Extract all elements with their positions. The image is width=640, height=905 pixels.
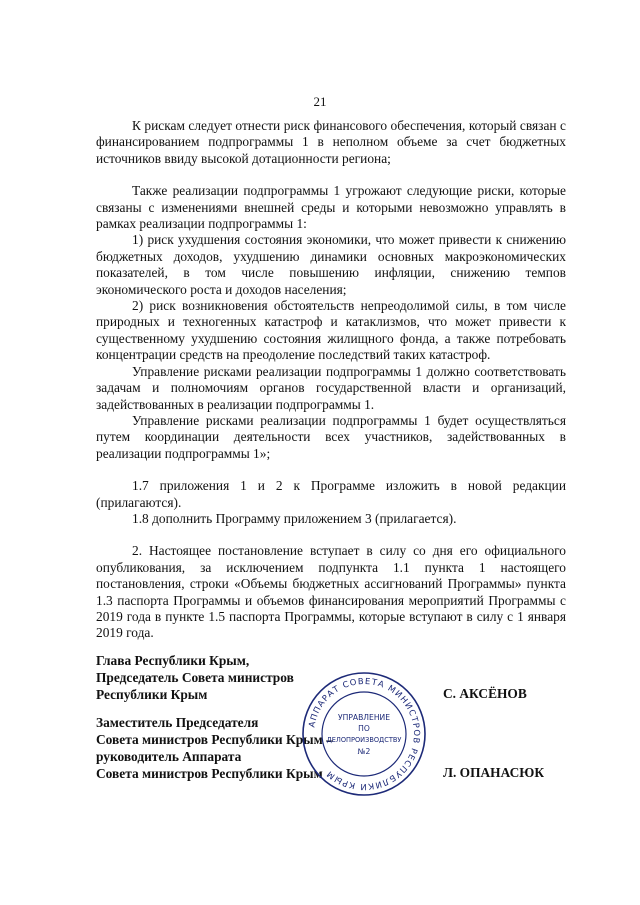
stamp-center-line: №2 [357,747,371,756]
signature-title-line: Совета министров Республики Крым [96,766,323,781]
stamp-ring-text: АППАРАТ СОВЕТА МИНИСТРОВ РЕСПУБЛИКИ КРЫМ [306,675,423,793]
page-number: 21 [313,94,327,109]
paragraph-risk-coordination: Управление рисками реализации подпрограммы 1 будет осуществляться путем координации деятельности всех участников, задействованных в реализации подпрограммы 1»; [96,412,566,461]
signatory-name-head: С. АКСЁНОВ [443,686,527,701]
stamp-center-line: УПРАВЛЕНИЕ [337,713,391,722]
signature-title-line: руководитель Аппарата [96,749,242,764]
signature-title-head [96,652,294,703]
paragraph-risk-force-majeure: 2) риск возникновения обстоятельств непреодолимой силы, в том числе природных и техногенных катастроф и катаклизмов, что может привести к существенному ухудшению состояния жилищного фонда, а также потребовать концентрации средств на преодоление последствий таких катастроф. [96,298,566,363]
stamp-center-line: ДЕЛОПРОИЗВОДСТВУ [326,736,402,744]
signature-title-line: Председатель Совета министров [96,670,294,685]
paragraph-item-1-8: 1.8 дополнить Программу приложением 3 (прилагается). [132,510,457,526]
paragraph-external-risks: Также реализации подпрограммы 1 угрожают следующие риски, которые связаны с изменениями внешней среды и которыми невозможно управлять в рамках реализации подпрограммы 1: [96,183,566,232]
stamp-center-line: ПО [358,724,370,733]
stamp-seal-graphic [300,670,428,798]
paragraph-financial-risk: К рискам следует отнести риск финансового обеспечения, который связан с финансированием подпрограммы 1 в неполном объеме за счет бюджетных источников ввиду высокой дотационности региона; [96,118,566,166]
signature-title-deputy [96,714,333,782]
signature-title-line: Глава Республики Крым, [96,653,250,668]
document-body [96,118,566,642]
signatory-name-deputy: Л. ОПАНАСЮК [443,765,545,780]
signature-title-line: Заместитель Председателя [96,715,259,730]
paragraph-risk-management: Управление рисками реализации подпрограммы 1 должно соответствовать задачам и полномочиям органов государственной власти и организаций, задействованных в реализации подпрограммы 1. [96,363,566,412]
signature-title-line: Совета министров Республики Крым – [96,732,333,747]
signature-title-line: Республики Крым [96,687,208,702]
paragraph-effective-date: 2. Настоящее постановление вступает в силу со дня его официального опубликования, за исключением подпункта 1.1 пункта 1 настоящего постановления, строки «Объемы бюджетных ассигнований Программы» пункта 1.3 паспорта Программы и объемов финансирования мероприятий Программы с 2019 года в пункте 1.5 паспорта Программы, которые вступают в силу с 1 января 2019 года. [96,543,566,641]
paragraph-risk-economy: 1) риск ухудшения состояния экономики, что может привести к снижению бюджетных доходов, ухудшению динамики основных макроэкономических показателей, в том числе повышению инфляции, снижению темпов экономического роста и доходов населения; [96,232,566,297]
paragraph-item-1-7: 1.7 приложения 1 и 2 к Программе изложить в новой редакции (прилагаются). [96,478,566,510]
official-stamp [300,670,428,798]
